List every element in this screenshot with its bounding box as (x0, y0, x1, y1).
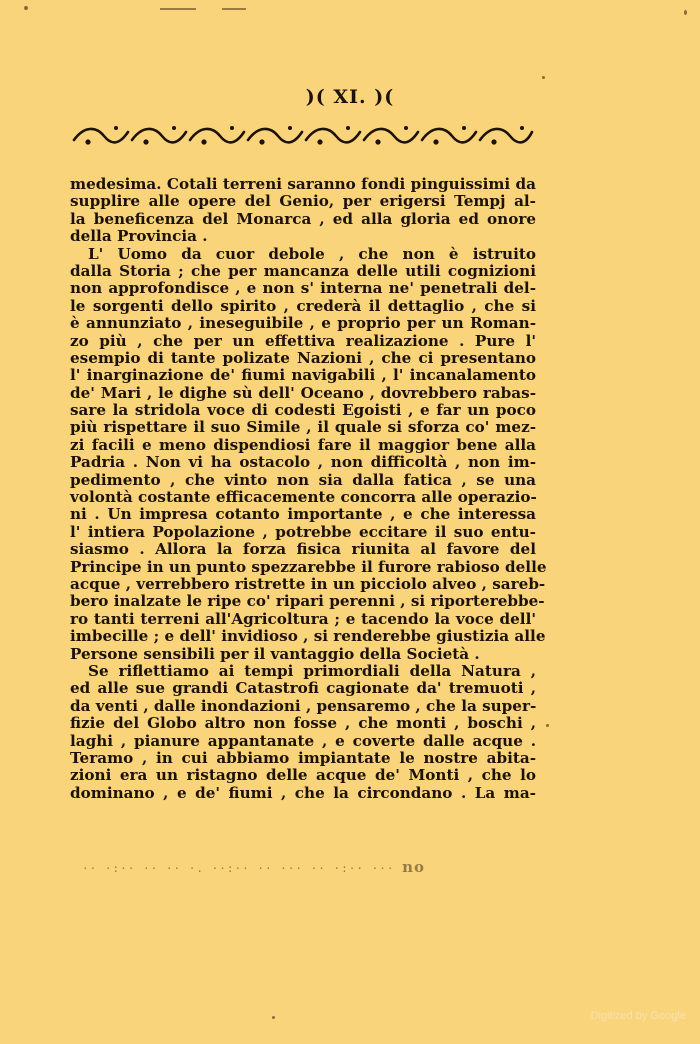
text-line: bero inalzate le ripe co' ripari perenni , si riporterebbe- (70, 592, 545, 611)
text-line: laghi , pianure appantanate , e coverte dalle acque . (70, 731, 536, 750)
text-line: la beneficenza del Monarca , ed alla gloria ed onore (70, 209, 536, 228)
text-line: siasmo . Allora la forza fisica riunita al favore del (70, 540, 536, 559)
text-line: esempio di tante polizate Nazioni , che ci presentano (70, 348, 536, 367)
text-line: zioni era un ristagno delle acque de' Monti , che lo (70, 766, 536, 785)
text-line: ro tanti terreni all'Agricoltura ; e tacendo la voce dell' (70, 609, 536, 628)
show-through-marks: ·· ·:·· ·· ·· ·. ··:·· ·· ··· ·· ·:·· ··· (82, 862, 403, 875)
text-line: è annunziato , ineseguibile , e proprio per un Roman- (70, 314, 536, 333)
page-number-header: )( XI. )( (305, 86, 395, 108)
body-text (70, 175, 547, 802)
text-line: ed alle sue grandi Catastrofi cagionate da' tremuoti , (70, 679, 536, 698)
text-line: imbecille ; e dell' invidioso , si renderebbe giustizia alle (70, 627, 546, 646)
text-line: più rispettare il suo Simile , il quale si sforza co' mez- (70, 418, 536, 437)
text-line: da venti , dalle inondazioni , pensaremo , che la super- (70, 696, 537, 715)
text-line: le sorgenti dello spirito , crederà il dettaglio , che si (70, 296, 536, 315)
scan-speck (546, 724, 549, 727)
scan-edge-mark (160, 8, 196, 10)
text-line: Padria . Non vi ha ostacolo , non difficoltà , non im- (70, 453, 536, 472)
scan-speck (684, 10, 687, 15)
text-line: Persone sensibili per il vantaggio della Società . (70, 644, 480, 663)
scan-speck (24, 6, 28, 10)
text-line: della Provincia . (70, 227, 208, 246)
text-line: L' Uomo da cuor debole , che non è istruito (88, 244, 536, 263)
text-line: dalla Storia ; che per mancanza delle utili cognizioni (70, 261, 536, 280)
text-line: Se riflettiamo ai tempi primordiali della Natura , (88, 661, 536, 680)
text-line: de' Mari , le dighe sù dell' Oceano , dovrebbero rabas- (70, 383, 536, 402)
text-line: Teramo , in cui abbiamo impiantate le nostre abita- (70, 748, 536, 767)
text-line: zo più , che per un effettiva realizazione . Pure l' (70, 331, 536, 350)
text-line: l' inarginazione de' fiumi navigabili , l' incanalamento (70, 366, 536, 385)
text-line: Principe in un punto spezzarebbe il furore rabioso delle (70, 557, 547, 576)
scan-speck (542, 76, 545, 79)
text-line: supplire alle opere del Genio, per erigersi Tempj al- (70, 192, 536, 211)
text-line: sare la stridola voce di codesti Egoisti , e far un poco (70, 401, 536, 420)
text-line: l' intiera Popolazione , potrebbe eccitare il suo entu- (70, 522, 536, 541)
digitization-watermark: Digitized by Google (590, 1010, 686, 1022)
text-line: ni . Un impresa cotanto importante , e che interessa (70, 505, 536, 524)
text-line: medesima. Cotali terreni saranno fondi pinguissimi da (70, 175, 536, 193)
signature-mark: no (402, 858, 426, 876)
text-line: dominano , e de' fiumi , che la circondano . La ma- (70, 783, 536, 802)
decorative-ornament-band (70, 122, 536, 148)
text-line: fizie del Globo altro non fosse , che monti , boschi , (70, 714, 536, 733)
text-line: non approfondisce , e non s' interna ne' penetrali del- (70, 279, 536, 298)
text-line: zi facili e meno dispendiosi fare il maggior bene alla (70, 435, 536, 454)
scan-speck (272, 1016, 275, 1019)
text-line: pedimento , che vinto non sia dalla fatica , se una (70, 470, 536, 489)
text-line: acque , verrebbero ristrette in un picciolo alveo , sareb- (70, 574, 546, 593)
text-line: volontà costante efficacemente concorra alle operazio- (70, 488, 537, 507)
faded-footer-line (82, 858, 532, 876)
scan-edge-mark (222, 8, 246, 10)
